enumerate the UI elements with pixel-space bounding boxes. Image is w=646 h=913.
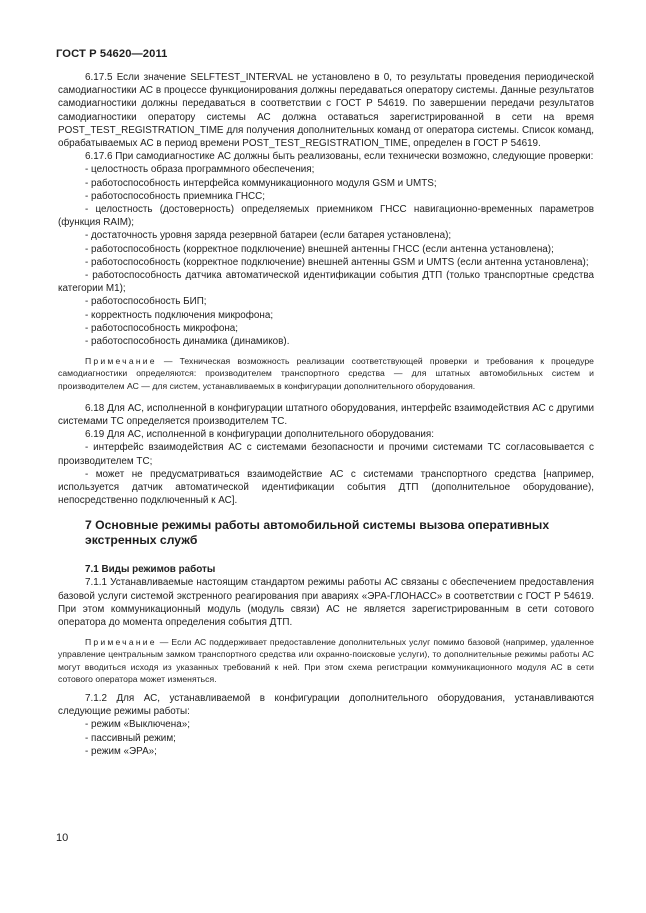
subsection-7-1-heading: 7.1 Виды режимов работы xyxy=(85,564,216,576)
note-2 xyxy=(58,636,594,685)
note-label: Примечание xyxy=(85,356,157,367)
document-code-header: ГОСТ Р 54620—2011 xyxy=(56,48,168,60)
list-item: - интерфейс взаимодействия АС с системами безопасности и прочими системами ТС согласовывается с производителем ТС; xyxy=(58,442,594,467)
list-item: - работоспособность динамика (динамиков). xyxy=(85,336,290,348)
list-item: - работоспособность микрофона; xyxy=(85,322,239,334)
list-item: - режим «ЭРА»; xyxy=(85,745,157,757)
list-item: - пассивный режим; xyxy=(85,732,176,744)
note-label: Примечание xyxy=(85,637,157,648)
list-item: - режим «Выключена»; xyxy=(85,719,190,731)
list-item: - корректность подключения микрофона; xyxy=(85,309,274,321)
list-item: - работоспособность датчика автоматической идентификации события ДТП (только транспортные средства категории М1); xyxy=(58,270,594,295)
paragraph-6-17-6: 6.17.6 При самодиагностике АС должны быть реализованы, если технически возможно, следующие проверки: xyxy=(85,151,594,163)
document-body xyxy=(58,71,594,758)
list-item: - достаточность уровня заряда резервной батареи (если батарея установлена); xyxy=(85,230,452,242)
list-item: - работоспособность интерфейса коммуникационного модуля GSM и UMTS; xyxy=(85,177,437,189)
list-item: - целостность образа программного обеспечения; xyxy=(85,164,315,176)
list-item: - может не предусматриваться взаимодействие АС с системами транспортного средства [например, используется датчик автоматической идентификации события ДТП (дополнительное оборудование), непосредственно подключенный к АС]. xyxy=(58,468,594,507)
list-item: - работоспособность БИП; xyxy=(85,296,207,308)
section-7-heading: 7 Основные режимы работы автомобильной системы вызова оперативных экстренных служб xyxy=(85,517,550,548)
list-item: - работоспособность приемника ГНСС; xyxy=(85,190,265,202)
list-item: - работоспособность (корректное подключение) внешней антенны GSM и UMTS (если антенна установлена); xyxy=(85,256,589,268)
list-item: - целостность (достоверность) определяемых приемником ГНСС навигационно-временных параметров (функция RAIM); xyxy=(58,204,594,229)
note-text: — Техническая возможность реализации соответствующей проверки и требования к процедуре самодиагностики определяются: производителем транспортного средства — для штатных автомобильных систем и производителем АС — для систем, устанавливаемых в конфигурации дополнительного оборудования. xyxy=(58,356,594,391)
paragraph-7-1-1: 7.1.1 Устанавливаемые настоящим стандартом режимы работы АС связаны с обеспечением предоставления базовой услуги системой экстренного реагирования при авариях «ЭРА-ГЛОНАСС» в соответствии с ГОСТ Р 54619. При этом коммуникационный модуль (модуль связи) АС не является зарегистрированным в сети сотового оператора до момента определения события ДТП. xyxy=(58,577,594,628)
paragraph-6-18: 6.18 Для АС, исполненной в конфигурации штатного оборудования, интерфейс взаимодействия АС с другими системами ТС определяется производителем ТС. xyxy=(58,402,594,428)
page-number: 10 xyxy=(56,832,69,844)
paragraph-7-1-2: 7.1.2 Для АС, устанавливаемой в конфигурации дополнительного оборудования, устанавливаются следующие режимы работы: xyxy=(58,692,594,718)
note-1 xyxy=(58,355,594,392)
list-item: - работоспособность (корректное подключение) внешней антенны ГНСС (если антенна установлена); xyxy=(85,243,554,255)
note-text: — Если АС поддерживает предоставление дополнительных услуг помимо базовой (например, удаленное управление центральным замком транспортного средства или охранно-поисковые услуги), то дополнительные режимы работы АС могут вводиться исходя из указанных требований к ней. При этом схема регистрации коммуникационного модуля АС в сети сотового оператора может изменяться. xyxy=(58,637,594,684)
paragraph-6-19: 6.19 Для АС, исполненной в конфигурации дополнительного оборудования: xyxy=(85,429,435,441)
paragraph-6-17-5: 6.17.5 Если значение SELFTEST_INTERVAL не установлено в 0, то результаты проведения периодической самодиагностики АС в процессе функционирования должны передаваться оператору системы. Данные результатов самодиагностики должны передаваться в соответствии с ГОСТ Р 54619. По завершении передачи результатов самодиагностики оператору системы АС должна оставаться зарегистрированной в сети на время POST_TEST_REGISTRATION_TIME для получения дополнительных команд от оператора системы. Список команд, обрабатываемых АС в период времени POST_TEST_REGISTRATION_TIME, определен в ГОСТ Р 54619. xyxy=(58,72,594,150)
